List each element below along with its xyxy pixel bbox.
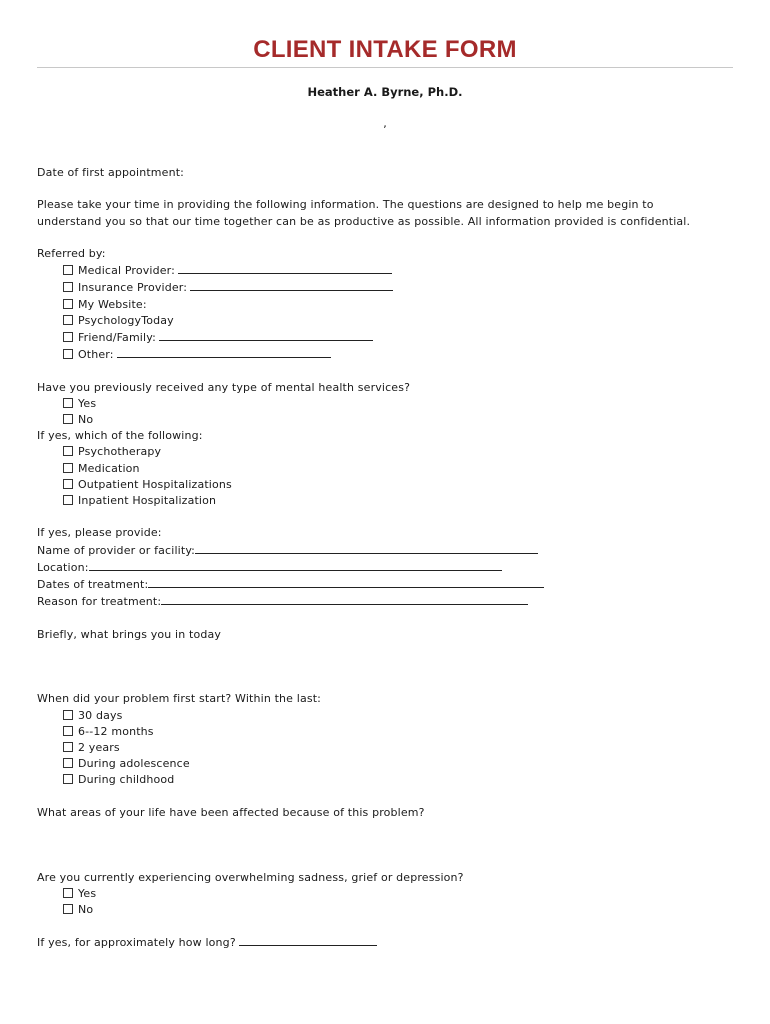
checkbox[interactable]	[63, 265, 73, 275]
sadness-duration-row: If yes, for approximately how long?	[37, 934, 737, 951]
title-divider	[37, 67, 733, 68]
insurance-provider-field[interactable]	[190, 279, 393, 291]
checkbox[interactable]	[63, 758, 73, 768]
service-type-inpatient[interactable]: Inpatient Hospitalization	[37, 493, 737, 509]
referred-by-label: Referred by:	[37, 246, 106, 260]
checkbox[interactable]	[63, 414, 73, 424]
location-row: Location:	[37, 559, 737, 576]
intro-text-line-1: Please take your time in providing the following information. The questions are designed to help me begin to	[37, 198, 654, 212]
dates-row: Dates of treatment:	[37, 576, 737, 593]
author-name: Heather A. Byrne, Ph.D.	[307, 85, 463, 99]
checkbox[interactable]	[63, 495, 73, 505]
checkbox[interactable]	[63, 398, 73, 408]
medical-provider-field[interactable]	[178, 262, 392, 274]
prev-services-question: Have you previously received any type of mental health services?	[37, 380, 411, 394]
service-type-psychotherapy[interactable]: Psychotherapy	[37, 444, 737, 460]
date-label: Date of first appointment:	[37, 166, 185, 179]
checkbox[interactable]	[63, 282, 73, 292]
form-title: CLIENT INTAKE FORM	[253, 36, 517, 63]
checkbox[interactable]	[63, 299, 73, 309]
problem-start-question: When did your problem first start? Within the last:	[37, 692, 322, 706]
referred-option-other[interactable]: Other:	[37, 346, 737, 363]
checkbox[interactable]	[63, 904, 73, 914]
sadness-question: Are you currently experiencing overwhelming sadness, grief or depression?	[37, 870, 464, 884]
checkbox[interactable]	[63, 726, 73, 736]
checkbox[interactable]	[63, 349, 73, 359]
intro-text-line-2: understand you so that our time together can be as productive as possible. All information provided is confidential.	[37, 214, 691, 228]
checkbox[interactable]	[63, 446, 73, 456]
checkbox[interactable]	[63, 774, 73, 784]
service-type-outpatient[interactable]: Outpatient Hospitalizations	[37, 477, 737, 493]
problem-start-adolescence[interactable]: During adolescence	[37, 756, 737, 772]
provider-name-field[interactable]	[195, 542, 538, 554]
sadness-duration-field[interactable]	[239, 934, 377, 946]
checkbox[interactable]	[63, 332, 73, 342]
problem-start-30-days[interactable]: 30 days	[37, 708, 737, 724]
referred-option-website[interactable]: My Website:	[37, 297, 737, 313]
sadness-no[interactable]: No	[37, 902, 737, 918]
checkbox[interactable]	[63, 463, 73, 473]
problem-start-2-years[interactable]: 2 years	[37, 740, 737, 756]
areas-affected-question: What areas of your life have been affected because of this problem?	[37, 805, 425, 819]
checkbox[interactable]	[63, 888, 73, 898]
provide-label: If yes, please provide:	[37, 526, 162, 540]
referred-option-medical[interactable]: Medical Provider:	[37, 262, 737, 279]
prev-services-no[interactable]: No	[37, 412, 737, 428]
location-field[interactable]	[89, 559, 502, 571]
checkbox[interactable]	[63, 710, 73, 720]
checkbox[interactable]	[63, 315, 73, 325]
reason-row: Reason for treatment:	[37, 593, 737, 610]
provider-name-row: Name of provider or facility:	[37, 542, 737, 559]
friend-family-field[interactable]	[159, 329, 373, 341]
sadness-yes[interactable]: Yes	[37, 886, 737, 902]
checkbox[interactable]	[63, 742, 73, 752]
form-body	[37, 165, 737, 952]
prev-services-yes[interactable]: Yes	[37, 396, 737, 412]
problem-start-6-12-months[interactable]: 6--12 months	[37, 724, 737, 740]
prev-services-followup: If yes, which of the following:	[37, 429, 203, 443]
reason-field[interactable]	[161, 593, 528, 605]
referred-option-psychologytoday[interactable]: PsychologyToday	[37, 313, 737, 329]
dates-field[interactable]	[148, 576, 544, 588]
referred-option-friend-family[interactable]: Friend/Family:	[37, 329, 737, 346]
problem-start-childhood[interactable]: During childhood	[37, 772, 737, 788]
service-type-medication[interactable]: Medication	[37, 461, 737, 477]
checkbox[interactable]	[63, 479, 73, 489]
address-placeholder: ,	[383, 117, 387, 130]
other-field[interactable]	[117, 346, 331, 358]
referred-option-insurance[interactable]: Insurance Provider:	[37, 279, 737, 296]
brings-you-question: Briefly, what brings you in today	[37, 627, 222, 641]
